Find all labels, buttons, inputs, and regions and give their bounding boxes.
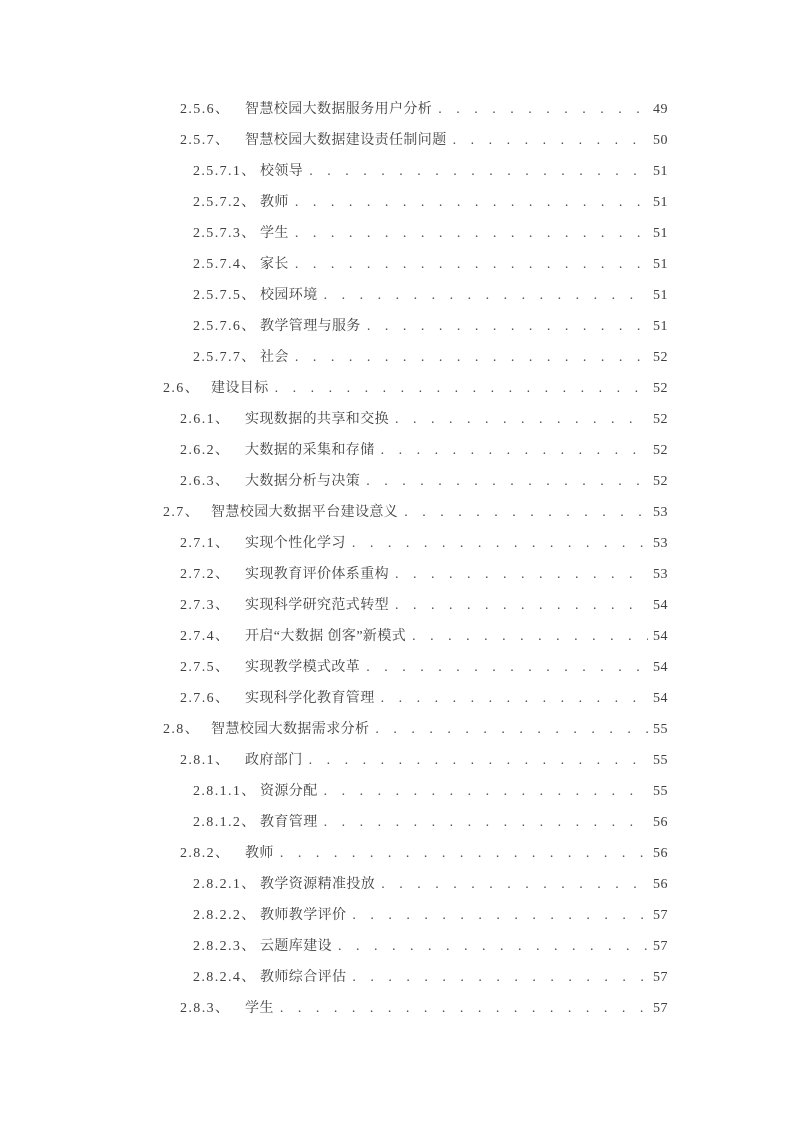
- toc-entry-number: 2.7、: [163, 505, 201, 520]
- toc-leader-dots: [367, 311, 648, 342]
- toc-entry-number: 2.8.1.2、: [193, 815, 257, 830]
- toc-entry-page-number: 51: [653, 195, 668, 210]
- toc-entry-page-number: 56: [653, 815, 668, 830]
- toc-entry[interactable]: [0, 652, 793, 683]
- toc-entry-number: 2.7.2、: [180, 567, 231, 582]
- toc-entry-page-number: 51: [653, 288, 668, 303]
- toc-entry-page-number: 54: [653, 598, 668, 613]
- toc-leader-dots: [366, 652, 648, 683]
- toc-entry-page-number: 55: [653, 784, 668, 799]
- toc-entry-page-number: 55: [653, 722, 668, 737]
- toc-entry[interactable]: [0, 125, 793, 156]
- table-of-contents: [0, 94, 793, 1024]
- toc-leader-dots: [295, 218, 648, 249]
- toc-entry-number: 2.5.7.4、: [193, 257, 257, 272]
- toc-entry[interactable]: [0, 621, 793, 652]
- toc-leader-dots: [381, 435, 648, 466]
- toc-entry[interactable]: [0, 311, 793, 342]
- toc-entry-number: 2.5.6、: [180, 102, 231, 117]
- toc-entry[interactable]: [0, 683, 793, 714]
- toc-entry-number: 2.8.2.3、: [193, 939, 257, 954]
- toc-entry-page-number: 56: [653, 846, 668, 861]
- toc-entry-page-number: 51: [653, 319, 668, 334]
- toc-leader-dots: [309, 745, 648, 776]
- toc-leader-dots: [295, 187, 648, 218]
- toc-leader-dots: [275, 373, 648, 404]
- toc-entry[interactable]: [0, 776, 793, 807]
- toc-entry-title: 云题库建设: [260, 939, 332, 954]
- toc-entry-number: 2.8.2、: [180, 846, 231, 861]
- toc-entry-page-number: 51: [653, 226, 668, 241]
- toc-entry-page-number: 51: [653, 164, 668, 179]
- toc-leader-dots: [375, 714, 648, 745]
- toc-leader-dots: [381, 683, 648, 714]
- toc-entry-title: 实现科学化教育管理: [245, 691, 375, 706]
- toc-entry-number: 2.5.7.5、: [193, 288, 257, 303]
- toc-entry-title: 智慧校园大数据服务用户分析: [245, 102, 433, 117]
- toc-entry-title: 大数据的采集和存储: [245, 443, 375, 458]
- toc-entry[interactable]: [0, 156, 793, 187]
- toc-entry[interactable]: [0, 342, 793, 373]
- toc-entry-page-number: 52: [653, 412, 668, 427]
- toc-entry[interactable]: [0, 714, 793, 745]
- toc-leader-dots: [412, 621, 648, 652]
- toc-leader-dots: [453, 125, 648, 156]
- toc-entry-number: 2.7.6、: [180, 691, 231, 706]
- toc-entry-page-number: 57: [653, 939, 668, 954]
- toc-entry-number: 2.6.2、: [180, 443, 231, 458]
- toc-leader-dots: [395, 404, 648, 435]
- toc-entry-title: 教育管理: [260, 815, 318, 830]
- toc-leader-dots: [324, 807, 648, 838]
- toc-entry-number: 2.6.1、: [180, 412, 231, 427]
- toc-entry[interactable]: [0, 931, 793, 962]
- toc-entry-title: 开启“大数据 创客”新模式: [245, 629, 407, 644]
- toc-entry-number: 2.5.7.2、: [193, 195, 257, 210]
- toc-entry-title: 学生: [245, 1001, 274, 1016]
- toc-leader-dots: [395, 559, 648, 590]
- toc-leader-dots: [352, 962, 648, 993]
- toc-entry[interactable]: [0, 94, 793, 125]
- toc-entry[interactable]: [0, 404, 793, 435]
- toc-entry-page-number: 53: [653, 567, 668, 582]
- toc-entry-number: 2.7.1、: [180, 536, 231, 551]
- toc-leader-dots: [280, 838, 648, 869]
- toc-entry-title: 教师教学评价: [260, 908, 347, 923]
- toc-entry-title: 学生: [260, 226, 289, 241]
- toc-entry-number: 2.6、: [163, 381, 201, 396]
- toc-entry-title: 实现数据的共享和交换: [245, 412, 389, 427]
- toc-entry-page-number: 56: [653, 877, 668, 892]
- toc-entry-title: 大数据分析与决策: [245, 474, 361, 489]
- toc-leader-dots: [395, 590, 648, 621]
- toc-entry-number: 2.5.7.1、: [193, 164, 257, 179]
- toc-entry-title: 实现教育评价体系重构: [245, 567, 389, 582]
- toc-entry-number: 2.5.7、: [180, 133, 231, 148]
- toc-entry-page-number: 54: [653, 691, 668, 706]
- toc-entry-page-number: 54: [653, 629, 668, 644]
- toc-entry-page-number: 54: [653, 660, 668, 675]
- toc-entry[interactable]: [0, 838, 793, 869]
- toc-entry-number: 2.5.7.7、: [193, 350, 257, 365]
- toc-entry-title: 智慧校园大数据平台建设意义: [211, 505, 399, 520]
- toc-entry[interactable]: [0, 559, 793, 590]
- toc-leader-dots: [295, 342, 648, 373]
- toc-entry[interactable]: [0, 187, 793, 218]
- toc-entry[interactable]: [0, 435, 793, 466]
- toc-entry-title: 实现科学研究范式转型: [245, 598, 389, 613]
- toc-leader-dots: [324, 280, 648, 311]
- toc-leader-dots: [381, 869, 648, 900]
- toc-entry-page-number: 52: [653, 474, 668, 489]
- toc-entry-page-number: 55: [653, 753, 668, 768]
- toc-entry-page-number: 52: [653, 350, 668, 365]
- toc-entry-number: 2.6.3、: [180, 474, 231, 489]
- toc-entry[interactable]: [0, 218, 793, 249]
- toc-entry-title: 教师: [245, 846, 274, 861]
- toc-entry-page-number: 57: [653, 908, 668, 923]
- toc-entry-title: 教师: [260, 195, 289, 210]
- toc-leader-dots: [366, 466, 648, 497]
- toc-entry-page-number: 52: [653, 381, 668, 396]
- toc-leader-dots: [309, 156, 648, 187]
- toc-leader-dots: [280, 993, 648, 1024]
- toc-leader-dots: [438, 94, 648, 125]
- toc-entry[interactable]: [0, 497, 793, 528]
- toc-leader-dots: [295, 249, 648, 280]
- toc-entry[interactable]: [0, 466, 793, 497]
- toc-entry-page-number: 50: [653, 133, 668, 148]
- toc-entry-title: 智慧校园大数据建设责任制问题: [245, 133, 447, 148]
- toc-entry-number: 2.8.3、: [180, 1001, 231, 1016]
- toc-entry[interactable]: [0, 807, 793, 838]
- toc-leader-dots: [352, 900, 648, 931]
- toc-entry-title: 建设目标: [211, 381, 269, 396]
- toc-entry-page-number: 57: [653, 1001, 668, 1016]
- toc-entry-number: 2.7.3、: [180, 598, 231, 613]
- toc-entry-number: 2.8.2.1、: [193, 877, 257, 892]
- toc-leader-dots: [352, 528, 648, 559]
- toc-entry[interactable]: [0, 249, 793, 280]
- toc-entry[interactable]: [0, 900, 793, 931]
- toc-entry-number: 2.8.1.1、: [193, 784, 257, 799]
- toc-entry-title: 教学管理与服务: [260, 319, 361, 334]
- toc-entry-number: 2.7.4、: [180, 629, 231, 644]
- toc-entry-title: 校园环境: [260, 288, 318, 303]
- toc-entry[interactable]: [0, 993, 793, 1024]
- toc-entry-title: 资源分配: [260, 784, 318, 799]
- toc-entry-page-number: 53: [653, 505, 668, 520]
- toc-entry-title: 实现教学模式改革: [245, 660, 361, 675]
- toc-entry-title: 政府部门: [245, 753, 303, 768]
- toc-entry[interactable]: [0, 869, 793, 900]
- toc-entry-number: 2.8.2.4、: [193, 970, 257, 985]
- toc-entry-number: 2.5.7.6、: [193, 319, 257, 334]
- toc-entry[interactable]: [0, 962, 793, 993]
- toc-entry[interactable]: [0, 280, 793, 311]
- toc-entry-title: 家长: [260, 257, 289, 272]
- toc-entry-title: 实现个性化学习: [245, 536, 346, 551]
- toc-entry[interactable]: [0, 590, 793, 621]
- toc-entry-number: 2.8.1、: [180, 753, 231, 768]
- toc-leader-dots: [404, 497, 648, 528]
- toc-entry-title: 教学资源精准投放: [260, 877, 376, 892]
- toc-entry-page-number: 53: [653, 536, 668, 551]
- toc-entry[interactable]: [0, 373, 793, 404]
- toc-entry-page-number: 57: [653, 970, 668, 985]
- toc-entry-page-number: 49: [653, 102, 668, 117]
- toc-entry-title: 校领导: [260, 164, 304, 179]
- toc-leader-dots: [338, 931, 648, 962]
- toc-entry-title: 教师综合评估: [260, 970, 347, 985]
- toc-entry-number: 2.7.5、: [180, 660, 231, 675]
- toc-entry-number: 2.5.7.3、: [193, 226, 257, 241]
- toc-leader-dots: [324, 776, 648, 807]
- toc-entry-title: 社会: [260, 350, 289, 365]
- toc-entry[interactable]: [0, 745, 793, 776]
- toc-entry[interactable]: [0, 528, 793, 559]
- toc-entry-page-number: 51: [653, 257, 668, 272]
- toc-entry-page-number: 52: [653, 443, 668, 458]
- toc-entry-title: 智慧校园大数据需求分析: [211, 722, 370, 737]
- toc-entry-number: 2.8.2.2、: [193, 908, 257, 923]
- toc-entry-number: 2.8、: [163, 722, 201, 737]
